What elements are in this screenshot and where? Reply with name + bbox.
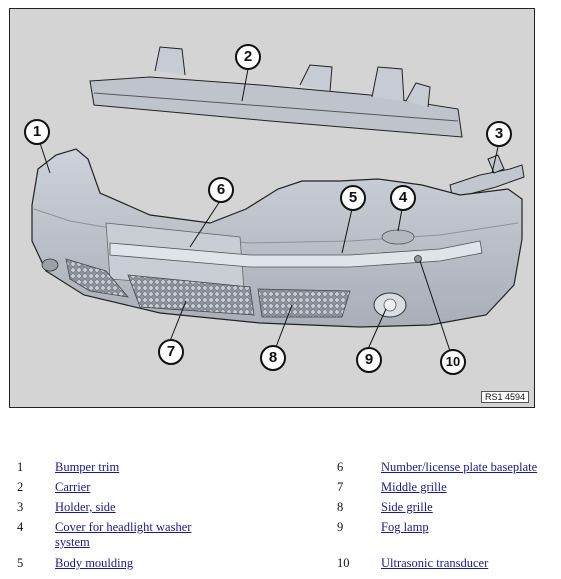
callout-5: 5: [340, 185, 366, 211]
legend-link-side-grille[interactable]: Side grille: [381, 500, 433, 514]
legend-link-license-plate-baseplate[interactable]: Number/license plate baseplate: [381, 460, 538, 474]
legend-link-fog-lamp[interactable]: Fog lamp: [381, 520, 429, 534]
legend-number: 4: [17, 520, 24, 534]
legend-link-carrier[interactable]: Carrier: [55, 480, 91, 494]
callout-9: 9: [356, 347, 382, 373]
figure-reference-code: RS1 4594: [481, 391, 529, 403]
legend-number: 2: [17, 480, 24, 494]
exploded-view-figure: [9, 8, 535, 408]
legend-number: 3: [17, 500, 24, 514]
legend-number: 8: [337, 500, 344, 514]
callout-3: 3: [486, 121, 512, 147]
legend-number: 7: [337, 480, 344, 494]
carrier-part: [90, 47, 462, 137]
callout-4: 4: [390, 185, 416, 211]
callout-6: 6: [208, 177, 234, 203]
bumper-trim-part: [32, 149, 522, 327]
legend-number: 9: [337, 520, 344, 534]
legend-link-headlight-washer-cover[interactable]: Cover for headlight washer system: [55, 520, 192, 549]
legend-link-bumper-trim[interactable]: Bumper trim: [55, 460, 120, 474]
legend-link-ultrasonic-transducer[interactable]: Ultrasonic transducer: [381, 556, 489, 570]
legend-number: 1: [17, 460, 24, 474]
legend-number: 5: [17, 556, 24, 570]
legend-link-body-moulding[interactable]: Body moulding: [55, 556, 134, 570]
holder-side-part: [450, 155, 524, 195]
callout-10: 10: [440, 349, 466, 375]
legend-number: 10: [337, 556, 350, 570]
legend-link-middle-grille[interactable]: Middle grille: [381, 480, 447, 494]
callout-1: 1: [24, 119, 50, 145]
legend-number: 6: [337, 460, 344, 474]
legend-link-holder-side[interactable]: Holder, side: [55, 500, 116, 514]
callout-7: 7: [158, 339, 184, 365]
callout-2: 2: [235, 44, 261, 70]
callout-8: 8: [260, 345, 286, 371]
